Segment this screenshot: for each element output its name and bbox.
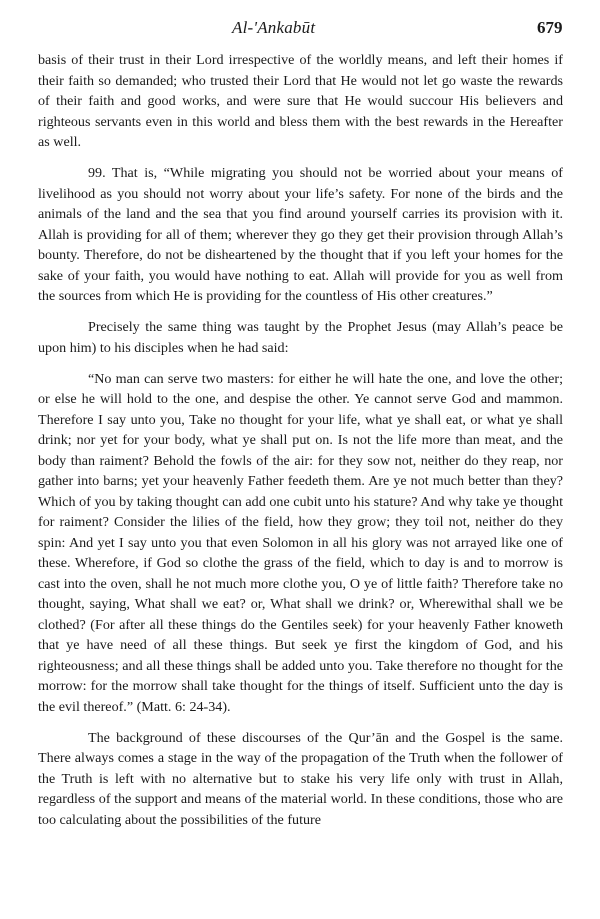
paragraph-continuation: basis of their trust in their Lord irrespective of the worldly means, and left their homes if their faith so demanded; who trusted their Lord that He would not let go waste the rewards of their faith and good works, and were sure that He would succour His believers and righteous servants even in this world and bless them with the best rewards in the Hereafter as well. [38, 52, 563, 150]
body-text [38, 50, 563, 830]
paragraph-background: The background of these discourses of the Qur’ān and the Gospel is the same. There always comes a stage in the way of the propagation of the Truth when the follower of the Truth is left with no alternative but to stake his very life only with trust in Allah, regardless of the support and means of the material world. In these conditions, those who are too calculating about the possibilities of the future [38, 729, 563, 828]
paragraph-jesus-intro: Precisely the same thing was taught by the Prophet Jesus (may Allah’s peace be upon him) to his disciples when he had said: [38, 319, 563, 356]
running-head [0, 18, 600, 42]
gospel-quotation: “No man can serve two masters: for either he will hate the one, and love the other; or else he will hold to the one, and despise the other. Ye cannot serve God and mammon. Therefore I say unto you, Take no thought for your life, what ye shall eat, or what ye shall drink; nor yet for your body, what ye shall put on. Is not the life more than meat, and the body than raiment? Behold the fowls of the air: for they sow not, neither do they reap, nor gather into barns; yet your heavenly Father feedeth them. Are ye not much better than they? Which of you by taking thought can add one cubit unto his stature? And why take ye thought for raiment? Consider the lilies of the field, how they grow; they toil not, neither do they spin: And yet I say unto you that even Solomon in all his glory was not arrayed like one of these. Wherefore, if God so clothe the grass of the field, which to day is and to morrow is cast into the oven, shall he not much more clothe you, O ye of little faith? Therefore take no thought, saying, What shall we eat? or, What shall we drink? or, Wherewithal shall we be clothed? (For after all these things do the Gentiles seek) for your heavenly Father knoweth that ye have need of all these things. But seek ye first the kingdom of God, and his righteousness; and all these things shall be added unto you. Take therefore no thought for the morrow: for the morrow shall take thought for the things of itself. Sufficient unto the day is the evil thereof.” (Matt. 6: 24-34). [38, 370, 563, 715]
paragraph-note-99: 99. That is, “While migrating you should not be worried about your means of livelihood as you should not worry about your life’s safety. For none of the birds and the animals of the land and the sea that you find around yourself carries its provision with it. Allah is providing for all of them; wherever they go they get their provision through Allah’s bounty. Therefore, do not be disheartened by the thought that if you left your homes for the sake of your faith, you would have nothing to eat. Allah will provide for you as well from the sources from which He is providing for the countless of His other creatures.” [38, 165, 563, 304]
running-title: Al-'Ankabūt [232, 18, 316, 37]
page-number: 679 [537, 18, 563, 37]
